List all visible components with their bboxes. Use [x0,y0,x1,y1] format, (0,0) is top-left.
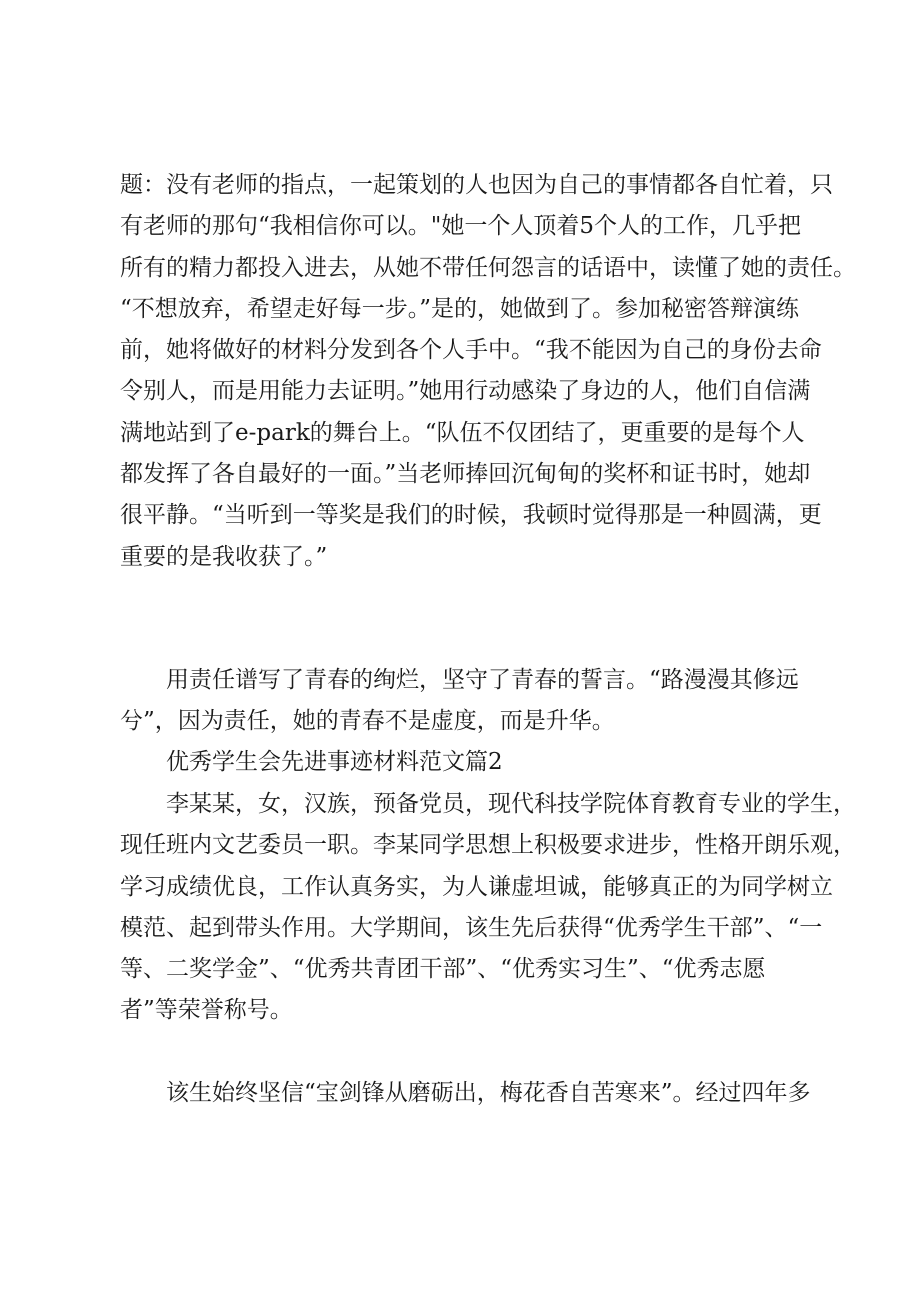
text-line: 等、二奖学金”、“优秀共青团干部”、“优秀实习生”、“优秀志愿 [120,956,766,983]
text-line: 兮”，因为责任，她的青春不是虚度，而是升华。 [120,708,615,735]
text-line: 题：没有老师的指点，一起策划的人也因为自己的事情都各自忙着，只 [120,172,833,198]
text-line: 者”等荣誉称号。 [120,997,293,1024]
text-line: 李某某，女，汉族，预备党员，现代科技学院体育教育专业的学生， [166,791,856,817]
text-line: “不想放弃，希望走好每一步。”是的，她做到了。参加秘密答辩演练 [120,295,800,322]
section-heading-text: 优秀学生会先进事迹材料范文篇2 [166,749,503,775]
text-line: 满地站到了e-park的舞台上。“队伍不仅团结了，更重要的是每个人 [120,419,805,446]
text-line: 模范、起到带头作用。大学期间，该生先后获得“优秀学生干部”、“一 [120,914,823,941]
text-line: 很平静。“当听到一等奖是我们的时候，我顿时觉得那是一种圆满，更 [120,502,822,529]
text-line: 都发挥了各自最好的一面。”当老师捧回沉甸甸的奖杯和证书时，她却 [120,461,811,488]
text-line: 前，她将做好的材料分发到各个人手中。“我不能因为自己的身份去命 [120,337,822,364]
text-line: 重要的是我收获了。” [120,543,328,570]
paragraph-summary [120,660,830,743]
text-line: 该生始终坚信“宝剑锋从磨砺出，梅花香自苦寒来”。经过四年多 [166,1080,811,1106]
paragraph-story-continuation [120,165,856,578]
text-line: 用责任谱写了青春的绚烂，坚守了青春的誓言。“路漫漫其修远 [166,667,799,693]
text-line: 所有的精力都投入进去，从她不带任何怨言的话语中，读懂了她的责任。 [120,254,856,281]
text-line: 学习成绩优良，工作认真务实，为人谦虚坦诚，能够真正的为同学树立 [120,873,833,900]
paragraph-belief [120,1073,830,1114]
text-line: 令别人，而是用能力去证明。”她用行动感染了身边的人，他们自信满 [120,378,811,405]
text-line: 有老师的那句“我相信你可以。"她一个人顶着5个人的工作，几乎把 [120,213,801,240]
paragraph-student-profile [120,784,856,1032]
text-line: 现任班内文艺委员一职。李某同学思想上积极要求进步，性格开朗乐观， [120,832,856,859]
section-heading [120,742,830,783]
